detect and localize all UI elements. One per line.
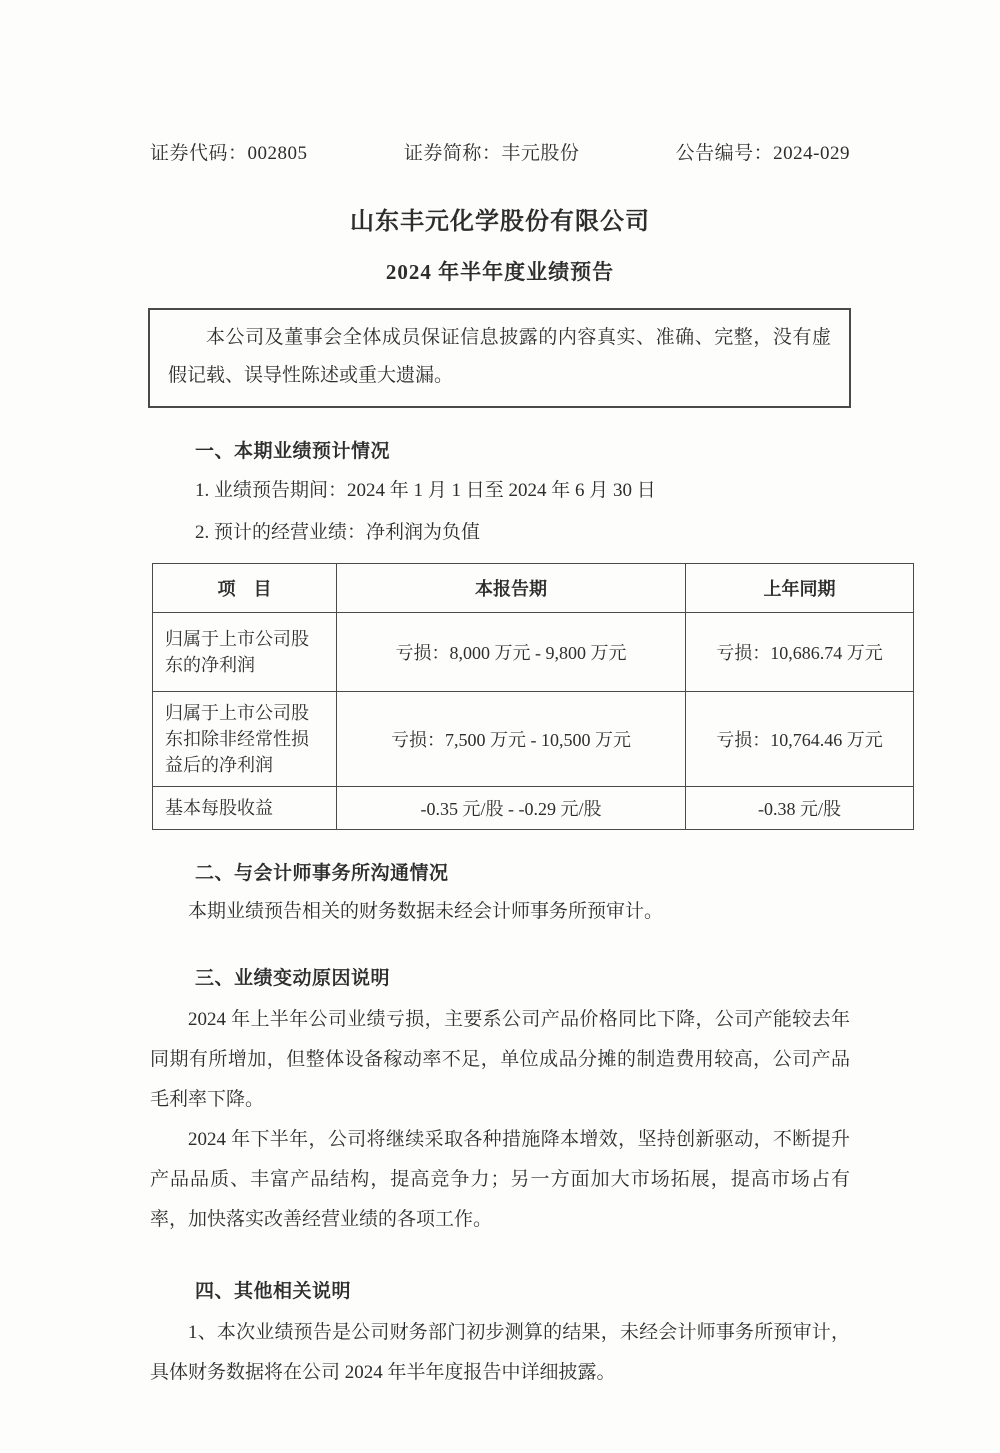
table-header-row <box>153 564 914 613</box>
section-3-paragraph-1: 2024 年上半年公司业绩亏损，主要系公司产品价格同比下降，公司产能较去年同期有所增加，但整体设备稼动率不足，单位成品分摊的制造费用较高，公司产品毛利率下降。 <box>150 1009 850 1110</box>
company-name-title: 山东丰元化学股份有限公司 <box>350 209 650 235</box>
column-header-prior-year: 上年同期 <box>686 564 914 613</box>
section-2-body: 本期业绩预告相关的财务数据未经会计师事务所预审计。 <box>188 901 664 922</box>
table-cell-prior: -0.38 元/股 <box>686 787 914 830</box>
table-row-net-profit-excl-nonrecurring <box>153 692 914 787</box>
performance-forecast-table <box>152 563 914 830</box>
table-cell-current: 亏损：8,000 万元 - 9,800 万元 <box>337 613 686 692</box>
section-4-heading: 四、其他相关说明 <box>195 1281 352 1302</box>
disclaimer-box <box>148 308 851 408</box>
table-cell-current: 亏损：7,500 万元 - 10,500 万元 <box>337 692 686 787</box>
section-1 <box>150 436 883 830</box>
disclaimer-text: 本公司及董事会全体成员保证信息披露的内容真实、准确、完整，没有虚假记载、误导性陈述或重大遗漏。 <box>168 327 831 386</box>
table-cell-prior: 亏损：10,764.46 万元 <box>686 692 914 787</box>
announcement-number: 公告编号：2024-029 <box>675 143 850 164</box>
section-2-heading: 二、与会计师事务所沟通情况 <box>195 863 449 884</box>
table-cell-item: 基本每股收益 <box>153 787 337 830</box>
column-header-item: 项 目 <box>153 564 337 613</box>
expected-result: 2. 预计的经营业绩：净利润为负值 <box>195 522 481 543</box>
section-3-paragraph-2: 2024 年下半年，公司将继续采取各种措施降本增效，坚持创新驱动，不断提升产品品质、丰富产品结构，提高竞争力；另一方面加大市场拓展，提高市场占有率，加快落实改善经营业绩的各项工作。 <box>150 1129 850 1230</box>
section-4-paragraph-1: 1、本次业绩预告是公司财务部门初步测算的结果，未经会计师事务所预审计，具体财务数据将在公司 2024 年半年度报告中详细披露。 <box>150 1322 850 1383</box>
section-3 <box>150 963 850 1240</box>
table-row-net-profit <box>153 613 914 692</box>
document-meta-header <box>150 138 850 165</box>
table-cell-item: 归属于上市公司股东扣除非经常性损益后的净利润 <box>153 692 337 787</box>
section-4 <box>150 1276 850 1393</box>
stock-short-name: 证券简称：丰元股份 <box>403 143 580 164</box>
section-3-heading: 三、业绩变动原因说明 <box>195 968 391 989</box>
stock-code: 证券代码：002805 <box>150 143 308 164</box>
forecast-period: 1. 业绩预告期间：2024 年 1 月 1 日至 2024 年 6 月 30 日 <box>195 480 656 501</box>
section-2 <box>150 858 850 927</box>
table-cell-current: -0.35 元/股 - -0.29 元/股 <box>337 787 686 830</box>
table-cell-item: 归属于上市公司股东的净利润 <box>153 613 337 692</box>
section-1-heading: 一、本期业绩预计情况 <box>195 441 391 462</box>
table-row-basic-eps <box>153 787 914 830</box>
table-cell-prior: 亏损：10,686.74 万元 <box>686 613 914 692</box>
report-subtitle: 2024 年半年度业绩预告 <box>385 260 615 284</box>
column-header-current-period: 本报告期 <box>337 564 686 613</box>
